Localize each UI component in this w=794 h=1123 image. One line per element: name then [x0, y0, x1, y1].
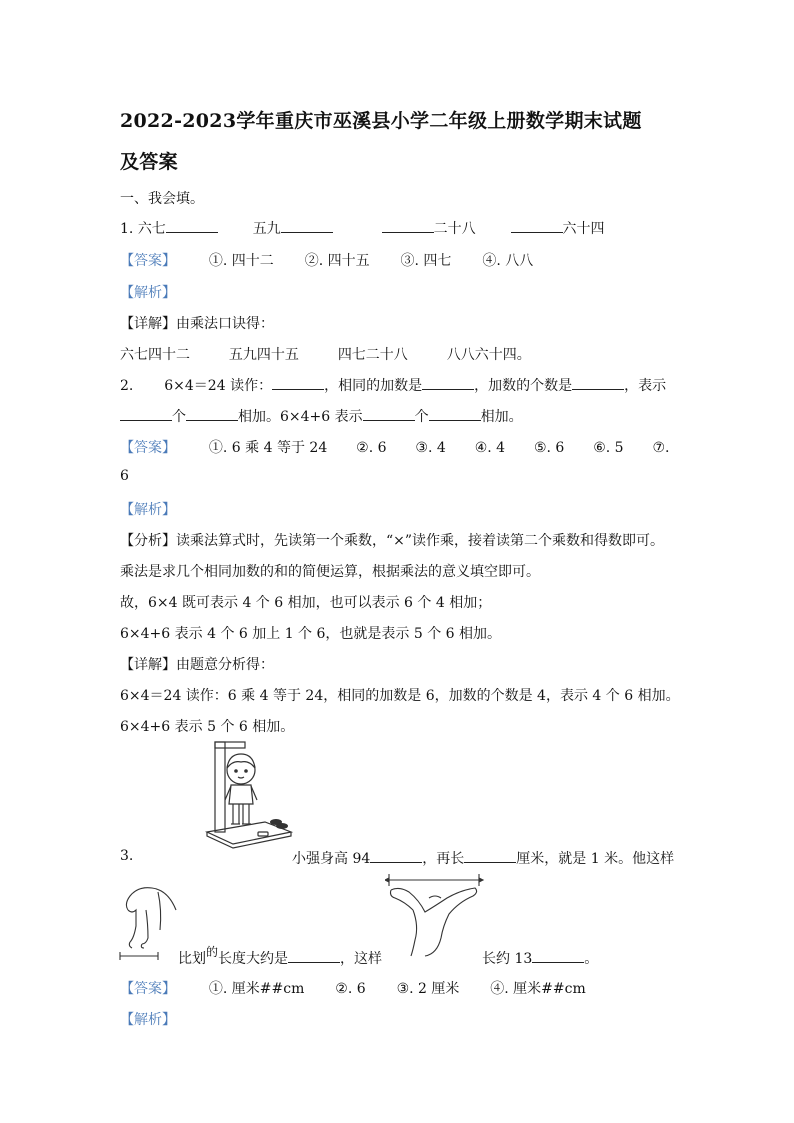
- answer-label: 【答案】: [120, 440, 176, 456]
- detail-label: 【详解】: [120, 316, 176, 332]
- answer-label: 【答案】: [120, 253, 176, 269]
- answer-blank[interactable]: [281, 218, 333, 233]
- fenxi-line: [120, 530, 664, 550]
- q3-text: 比划: [178, 951, 206, 967]
- detail-para: 6×4+6 表示 5 个 6 相加。: [120, 719, 295, 735]
- page-title: 2022-2023学年重庆市巫溪县小学二年级上册数学期末试题: [120, 110, 642, 132]
- question-number: 2.: [120, 378, 134, 394]
- answer-blank[interactable]: [166, 218, 218, 233]
- answer-item: ①. 厘米##cm: [208, 981, 305, 997]
- analysis-label: 【解析】: [120, 285, 176, 301]
- answer-blank[interactable]: [382, 218, 434, 233]
- spread-hand-illustration: [385, 868, 485, 958]
- detail-line: [120, 313, 274, 333]
- result-item: 五九四十五: [228, 347, 299, 363]
- question-number: 1.: [120, 221, 134, 237]
- detail-text: 由题意分析得：: [176, 657, 274, 673]
- answer-item: ⑥. 5: [593, 440, 624, 456]
- q2-text: ，相同的加数是: [324, 378, 423, 394]
- q3-text: 厘米，就是 1 米。他这样: [516, 851, 675, 867]
- q1-part-1: 六七: [137, 221, 166, 237]
- analysis-para: 乘法是求几个相同加数的和的简便运算，根据乘法的意义填空即可。: [120, 564, 540, 580]
- analysis-para: 故，6×4 既可表示 4 个 6 相加，也可以表示 6 个 4 相加；: [120, 595, 492, 611]
- q3-text: 。: [584, 951, 599, 967]
- fenxi-text: 读乘法算式时，先读第一个乘数，“×”读作乘，接着读第二个乘数和得数即可。: [176, 533, 665, 549]
- answer-item: ⑤. 6: [533, 440, 565, 456]
- q3-text: 长度大约是: [218, 951, 289, 967]
- fenxi-label: 【分析】: [120, 533, 176, 549]
- answer-blank[interactable]: [186, 406, 238, 421]
- answer-blank[interactable]: [363, 406, 415, 421]
- q3-text: ，再长: [422, 851, 465, 867]
- answer-item: ⑦.: [652, 440, 670, 456]
- question-2-cont: [120, 406, 523, 426]
- q1-results: [120, 344, 531, 364]
- answer-item: ①. 四十二: [208, 253, 274, 269]
- q3-text: ，这样: [340, 951, 383, 967]
- q1-answer-row: [120, 250, 533, 270]
- answer-blank[interactable]: [422, 375, 474, 390]
- result-item: 六七四十二: [120, 347, 190, 363]
- q1-part-2: 五九: [252, 221, 281, 237]
- q2-text: 相加。: [480, 409, 523, 425]
- detail-text: 由乘法口诀得：: [176, 316, 274, 332]
- q2-text: ，表示: [624, 378, 667, 394]
- answer-item: ④. 八八: [482, 253, 534, 269]
- answer-item: ②. 6: [356, 440, 387, 456]
- question-2: [120, 375, 666, 395]
- q2-text: 个: [172, 409, 186, 425]
- pinching-fingers-illustration: [118, 880, 180, 960]
- answer-item: ③. 四七: [400, 253, 452, 269]
- q3-text: 长约 13: [482, 951, 533, 967]
- q3-text: 小强身高 94: [292, 851, 371, 867]
- answer-item: ②. 四十五: [304, 253, 370, 269]
- detail-line: [120, 654, 274, 674]
- q1-part-3: 二十八: [433, 221, 476, 237]
- answer-item: ③. 4: [415, 440, 446, 456]
- question-1: [120, 218, 605, 238]
- answer-item: 6: [120, 468, 129, 484]
- answer-blank[interactable]: [370, 848, 422, 863]
- answer-label: 【答案】: [120, 981, 176, 997]
- detail-label: 【详解】: [120, 657, 176, 673]
- answer-item: ④. 4: [474, 440, 506, 456]
- answer-blank[interactable]: [511, 218, 563, 233]
- question-3: [292, 848, 674, 868]
- answer-blank[interactable]: [288, 948, 340, 963]
- result-item: 四七二十八: [337, 347, 408, 363]
- question-3-tail: [482, 948, 598, 968]
- boy-on-scale-illustration: [203, 740, 293, 850]
- q2-text: ，加数的个数是: [474, 378, 573, 394]
- q2-text: 6×4＝24 读作：: [164, 378, 273, 394]
- page-title-cont: 及答案: [120, 151, 178, 173]
- analysis-label: 【解析】: [120, 502, 176, 518]
- q2-answer-row: [120, 437, 670, 457]
- answer-blank[interactable]: [429, 406, 481, 421]
- shoes-icon: [270, 819, 288, 829]
- answer-blank[interactable]: [464, 848, 516, 863]
- q2-text: 相加。6×4+6 表示: [238, 409, 363, 425]
- q1-part-4: 六十四: [562, 221, 605, 237]
- q3-answer-row: [120, 978, 586, 998]
- answer-item: ①. 6 乘 4 等于 24: [208, 440, 328, 456]
- detail-para: 6×4＝24 读作：6 乘 4 等于 24，相同的加数是 6，加数的个数是 4，表示 4 个 6 相加。: [120, 688, 680, 704]
- q3-text: 的: [206, 945, 219, 959]
- analysis-para: 6×4+6 表示 4 个 6 加上 1 个 6，也就是表示 5 个 6 相加。: [120, 626, 502, 642]
- analysis-label: 【解析】: [120, 1012, 176, 1028]
- answer-item: ②. 6: [335, 981, 366, 997]
- q2-text: 个: [414, 409, 429, 425]
- answer-blank[interactable]: [120, 406, 172, 421]
- answer-blank[interactable]: [272, 375, 324, 390]
- answer-item: ④. 厘米##cm: [490, 981, 586, 997]
- answer-blank[interactable]: [572, 375, 624, 390]
- question-3-cont: [178, 945, 383, 968]
- result-item: 八八六十四。: [446, 347, 531, 363]
- answer-item: ③. 2 厘米: [396, 981, 460, 997]
- question-number: 3.: [120, 848, 134, 864]
- answer-blank[interactable]: [532, 948, 584, 963]
- section-heading: 一、我会填。: [120, 191, 204, 207]
